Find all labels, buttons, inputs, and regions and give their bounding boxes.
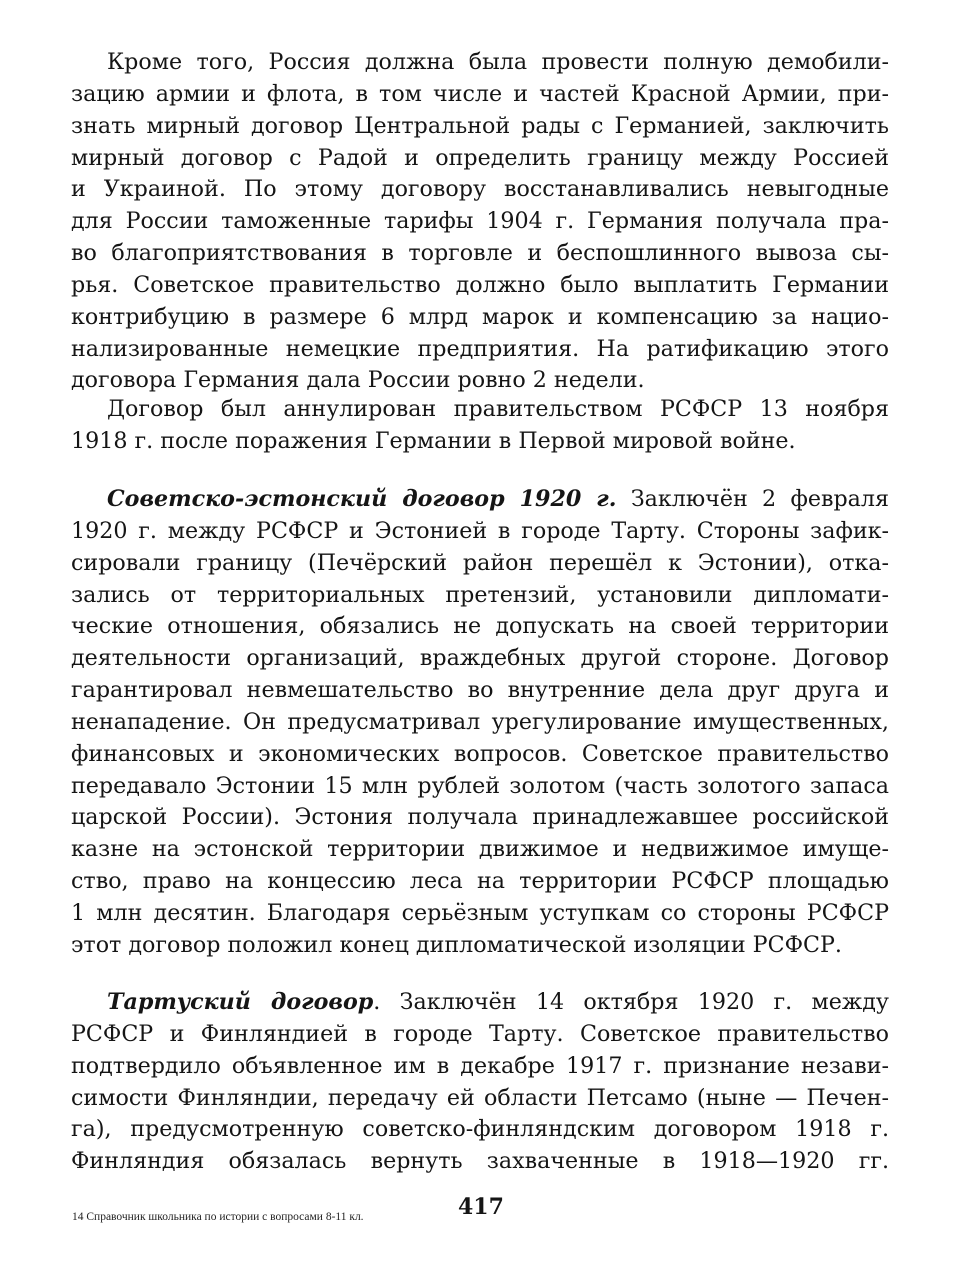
section-heading: Тартуский договор (107, 989, 374, 1015)
text-line: га), предусмотренную советско-финляндским договором 1918 г. (71, 1116, 889, 1143)
paragraph-soviet-estonian-treaty (71, 484, 889, 962)
text-line: зацию армии и флота, в том числе и частей Красной Армии, при- (71, 80, 889, 107)
text-line: для России таможенные тарифы 1904 г. Германия получала пра- (71, 208, 889, 235)
page-number: 417 (458, 1194, 504, 1220)
heading-line-rest: Заключён 2 февраля (616, 486, 889, 512)
text-line: передавало Эстонии 15 млн рублей золотом (часть золотого запаса (71, 772, 889, 799)
text-line: сировали границу (Печёрский район перешёл к Эстонии), отка- (71, 549, 889, 576)
text-line: РСФСР и Финляндией в городе Тарту. Советское правительство (71, 1020, 889, 1047)
text-line: Кроме того, Россия должна была провести полную демобили- (107, 49, 889, 75)
text-line: Договор был аннулирован правительством РСФСР 13 ноября (107, 396, 889, 422)
footer-signature-note: 14 Справочник школьника по истории с вопросами 8-11 кл. (72, 1211, 364, 1223)
paragraph-tartu-treaty (71, 987, 889, 1178)
text-line (71, 987, 889, 1019)
text-line (71, 484, 889, 516)
text-line: мирный договор с Радой и определить границу между Россией (71, 144, 889, 171)
text-line: 1 млн десятин. Благодаря серьёзным уступкам со стороны РСФСР (71, 899, 889, 926)
text-line: гарантировал невмешательство во внутренние дела друг друга и (71, 677, 889, 704)
text-line: Финляндия обязалась вернуть захваченные в 1918—1920 гг. (71, 1148, 889, 1175)
text-line: ческие отношения, обязались не допускать на своей территории (71, 613, 889, 640)
heading-line-rest: . Заключён 14 октября 1920 г. между (373, 989, 889, 1015)
text-line: договора Германия дала России ровно 2 недели. (71, 367, 645, 394)
text-line: контрибуцию в размере 6 млрд марок и компенсацию за нацио- (71, 303, 889, 330)
text-line: ство, право на концессию леса на территории РСФСР площадью (71, 868, 889, 895)
text-line: финансовых и экономических вопросов. Советское правительство (71, 740, 889, 767)
text-line: знать мирный договор Центральной рады с Германией, заключить (71, 112, 889, 139)
text-line: нализированные немецкие предприятия. На ратификацию этого (71, 335, 889, 362)
paragraph-demobilization (71, 47, 889, 397)
text-line: 1918 г. после поражения Германии в Первой мировой войне. (71, 427, 796, 454)
paragraph-annulment (71, 394, 889, 458)
text-line: и Украиной. По этому договору восстанавливались невыгодные (71, 176, 889, 203)
text-line: подтвердило объявленное им в декабре 1917 г. признание незави- (71, 1052, 889, 1079)
text-line: симости Финляндии, передачу ей области Петсамо (ныне — Печен- (71, 1084, 889, 1111)
section-heading: Советско-эстонский договор 1920 г. (107, 486, 617, 512)
text-line: во благоприятствования в торговле и беспошлинного вывоза сы- (71, 240, 889, 267)
text-line: зались от территориальных претензий, установили дипломати- (71, 581, 889, 608)
text-line: 1920 г. между РСФСР и Эстонией в городе Тарту. Стороны зафик- (71, 517, 889, 544)
text-line: казне на эстонской территории движимое и недвижимое имуще- (71, 836, 889, 863)
text-line: деятельности организаций, враждебных другой стороне. Договор (71, 645, 889, 672)
text-line: рья. Советское правительство должно было выплатить Германии (71, 271, 889, 298)
text-line: царской России). Эстония получала принадлежавшее российской (71, 804, 889, 831)
text-line: ненападение. Он предусматривал урегулирование имущественных, (71, 708, 889, 735)
text-line: этот договор положил конец дипломатической изоляции РСФСР. (71, 931, 842, 958)
